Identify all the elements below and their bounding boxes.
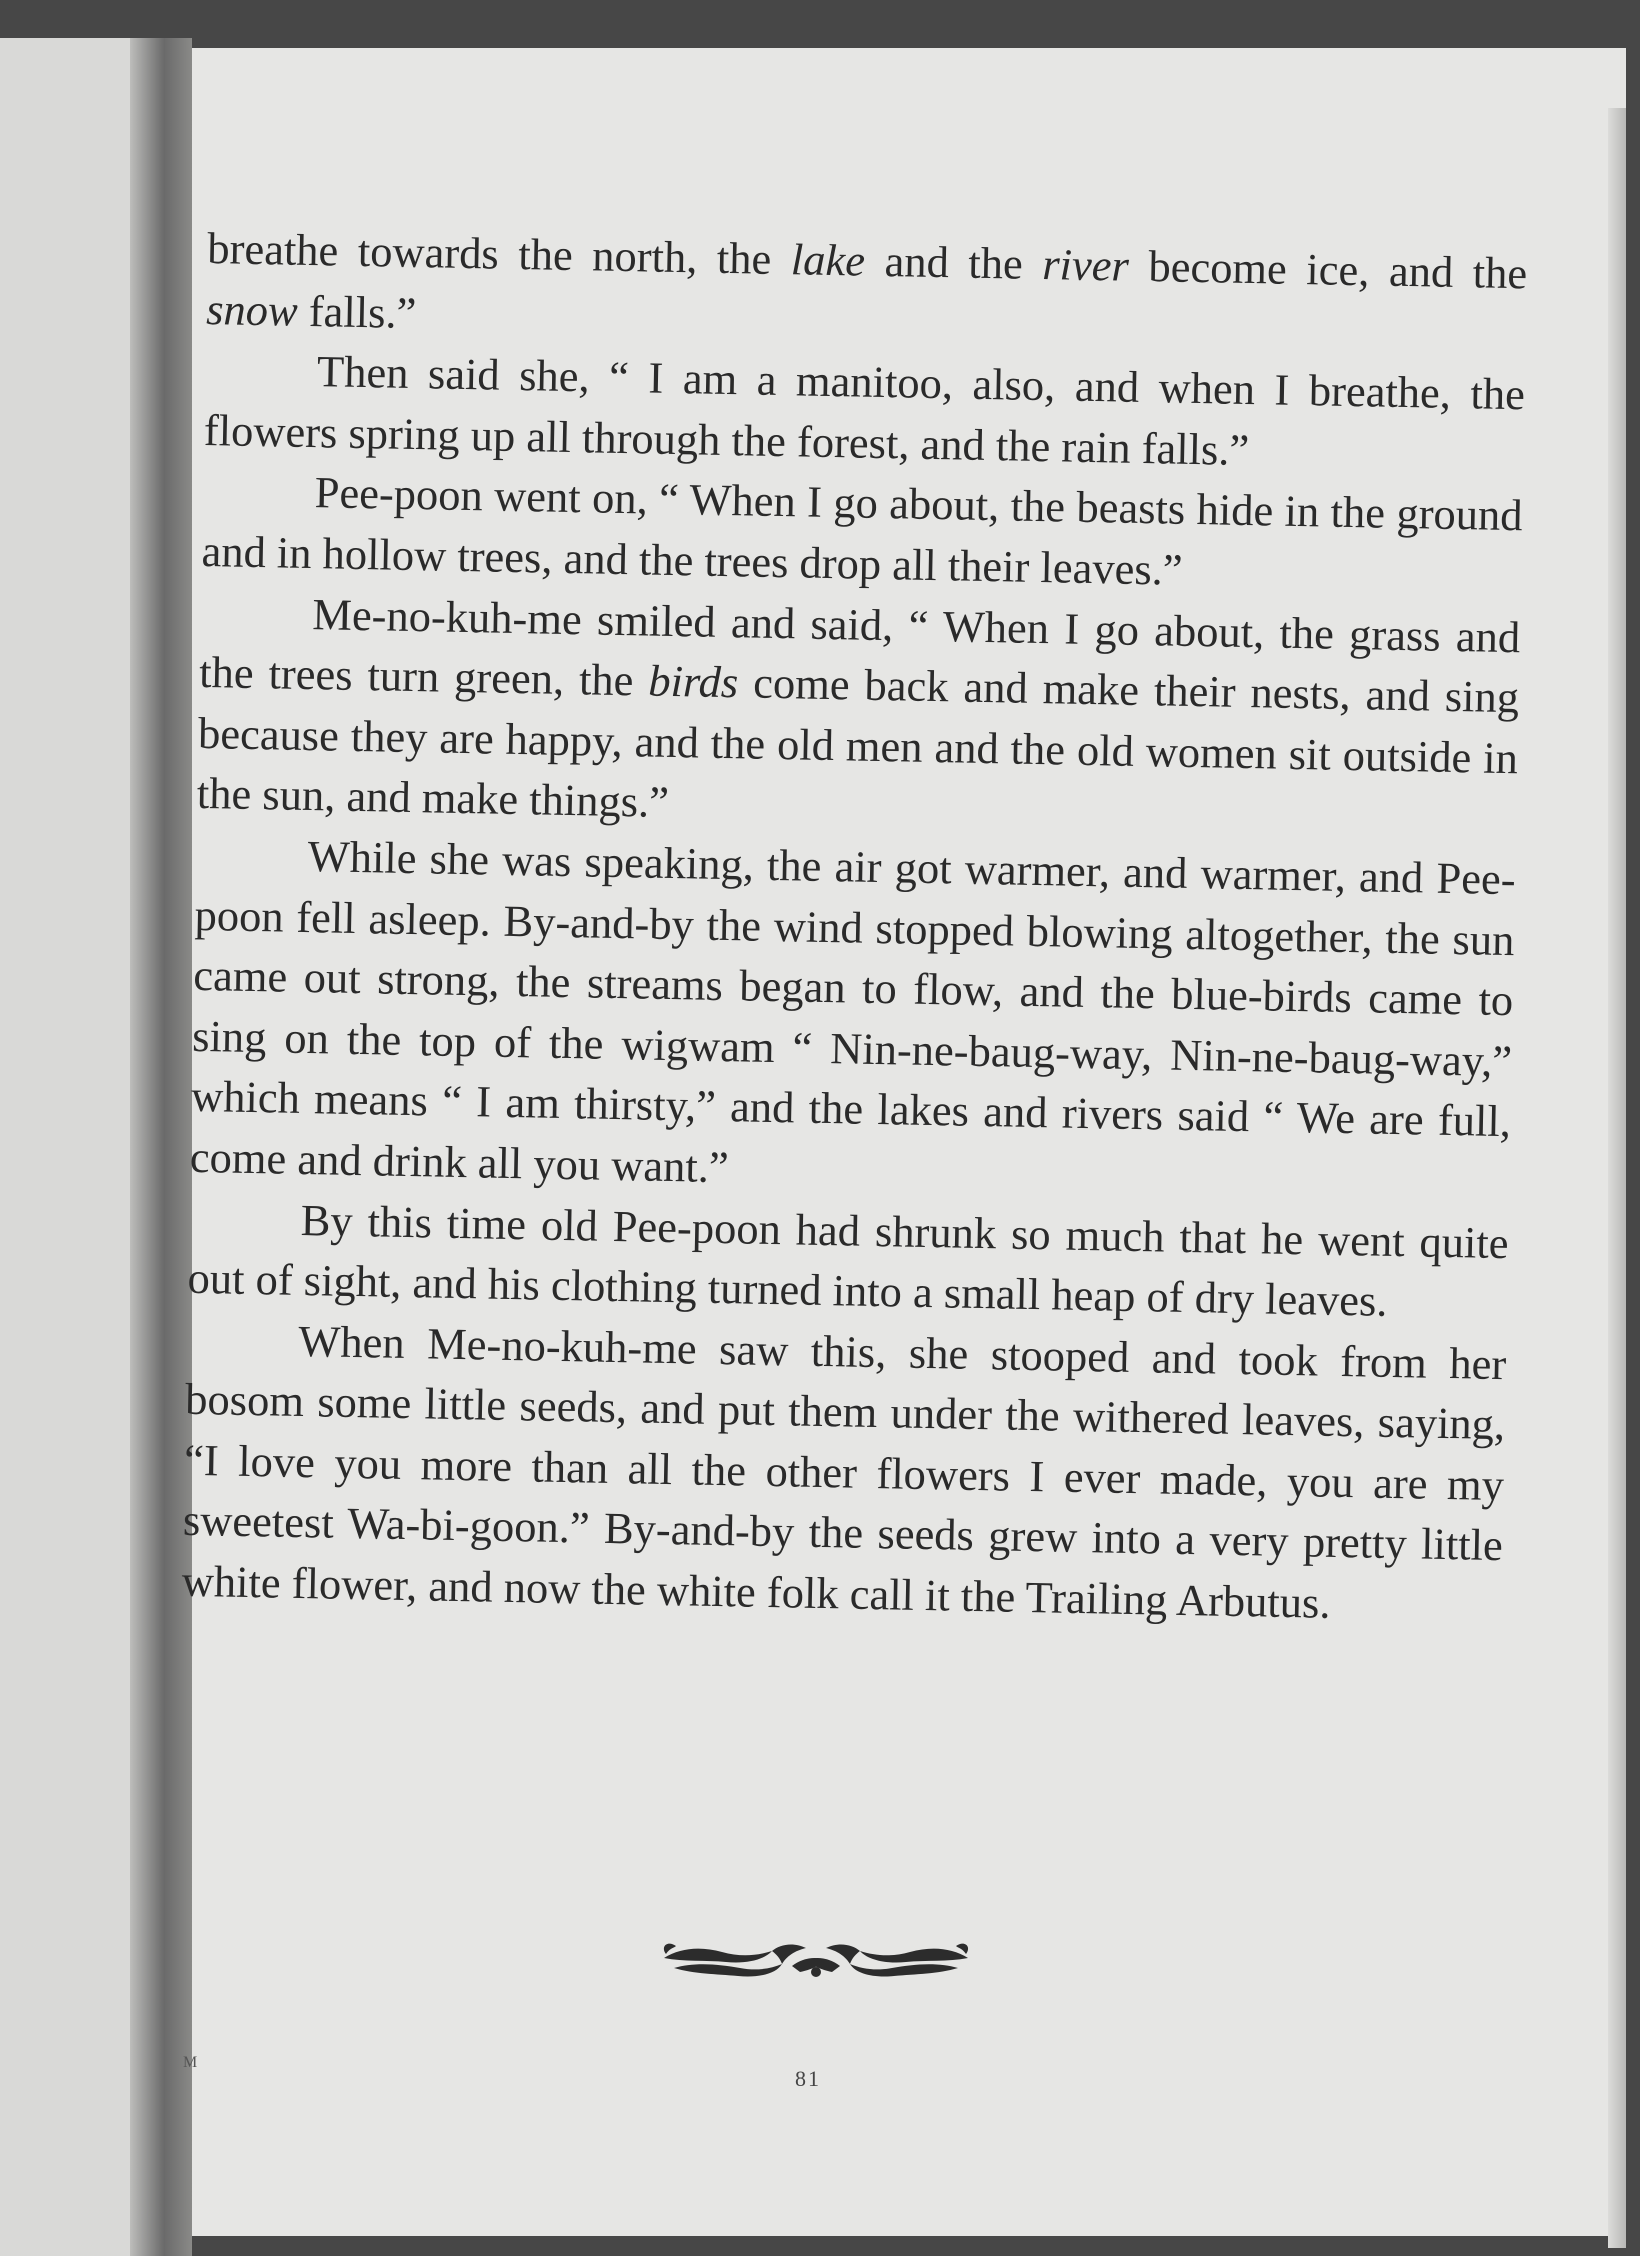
text-run: Me-no-kuh-me smiled and said, “ When I go about, the grass and the trees turn green, the [198, 588, 1521, 706]
page-number: 81 [795, 2066, 821, 2091]
text-run: and the [864, 235, 1043, 290]
signature-mark: M [183, 2054, 198, 2071]
left-page [0, 38, 150, 2256]
italic-word: lake [790, 234, 866, 286]
text-run: While she was speaking, the air got warmer, and warmer, and Pee-poon fell asleep. By-and-by the wind stopped blowing altogether, the sun came out strong, the streams began to flow, and the blue-birds came to sing on the top of the wigwam “ Nin-ne-baug-way, Nin-ne-baug-way,” which means “ I am thirsty,” and the lakes and rivers said “ We are full, come and drink all you want.” [189, 830, 1517, 1193]
text-run: Then said she, “ I am a manitoo, also, and when I breathe, the flowers spring up all through the forest, and the rain falls.” [203, 346, 1526, 475]
paragraph [189, 824, 1516, 1213]
book-gutter [130, 38, 192, 2256]
body-text [181, 218, 1528, 1637]
text-run: falls.” [297, 285, 417, 338]
paragraph [181, 1308, 1507, 1636]
text-run: When Me-no-kuh-me saw this, she stooped and took from her bosom some little seeds, and put them under the withered leaves, saying, “I love you more than all the other flowers I ever made, you are my sweetest Wa-bi-goon.” By-and-by the seeds grew into a very pretty little white flower, and now the white folk call it the Trailing Arbutus. [181, 1315, 1507, 1628]
paragraph [196, 581, 1520, 849]
text-run: come back and make their nests, and sing because they are happy, and the old men and the old women sit outside in the sun, and make things.” [196, 657, 1520, 828]
scroll-ornament-icon [660, 1936, 972, 1986]
text-run: By this time old Pee-poon had shrunk so much that he went quite out of sight, and his clothing turned into a small heap of dry leaves. [187, 1194, 1510, 1326]
italic-word: birds [647, 655, 739, 708]
text-run: become ice, and the [1128, 240, 1528, 299]
page-edge [1608, 108, 1626, 2248]
text-run: Pee-poon went on, “ When I go about, the beasts hide in the ground and in hollow trees, and the trees drop all their leaves.” [201, 467, 1524, 595]
italic-word: river [1041, 239, 1130, 291]
text-run: breathe towards the north, the [206, 222, 792, 285]
italic-word: snow [205, 283, 299, 336]
